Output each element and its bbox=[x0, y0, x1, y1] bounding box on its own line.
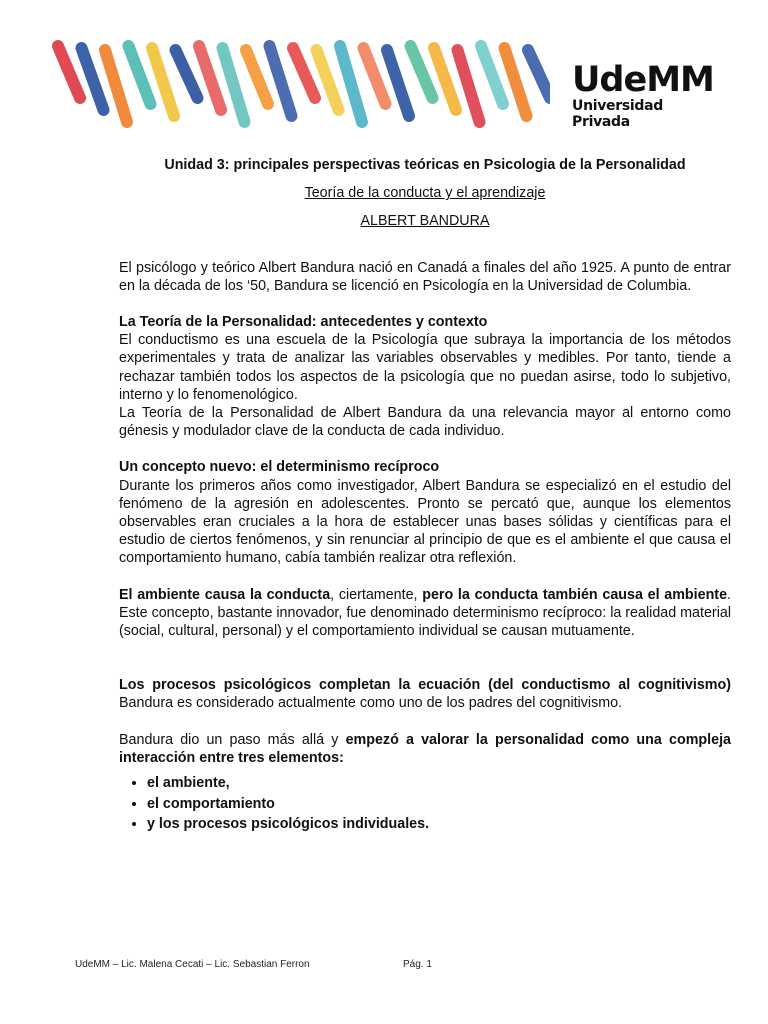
bold-text: pero la conducta también causa el ambiente bbox=[422, 586, 728, 603]
paragraph bbox=[119, 676, 731, 712]
logo-main-text: UdeMM bbox=[572, 60, 714, 100]
paragraph: Durante los primeros años como investigador, Albert Bandura se especializó en el estudio del fenómeno de la agresión en adolescentes. Pronto se percató que, aunque los elementos observables eran cruciales a la hora de establecer unas bases sólidas y científicas para el estudio de ciertos fenómenos, y sin renunciar al principio de que es el ambiente el que causa el comportamiento humano, cabía también realizar otra reflexión. bbox=[119, 477, 731, 567]
elements-list bbox=[119, 773, 731, 835]
stripe bbox=[293, 48, 315, 98]
text: . Este concepto, bastante innovador, fue denominado determinismo recíproco: la realidad material (social, cultural, personal) y el comportamiento individual se causan mutuamente. bbox=[119, 586, 732, 640]
section-heading: Un concepto nuevo: el determinismo recíproco bbox=[119, 459, 440, 476]
intro-paragraph: El psicólogo y teórico Albert Bandura nació en Canadá a finales del año 1925. A punto de entrar en la década de los ‘50, Bandura se licenció en Psicología en la Universidad de Columbia. bbox=[119, 259, 731, 294]
stripe bbox=[129, 46, 151, 104]
stripe bbox=[411, 46, 433, 98]
stripe bbox=[481, 46, 503, 104]
paragraph bbox=[119, 731, 731, 767]
logo-sub-text: Universidad Privada bbox=[572, 98, 663, 130]
document-title: Unidad 3: principales perspectivas teóricas en Psicologia de la Personalidad bbox=[164, 157, 686, 173]
paragraph: El conductismo es una escuela de la Psicología que subraya la importancia de los métodos experimentales y trata de analizar las variables observables y medibles. Por tanto, tiende a rechazar también todos los aspectos de la psicología que no puedan asirse, todo lo subjetivo, interno y lo fenomenológico. bbox=[119, 332, 731, 403]
author-name: ALBERT BANDURA bbox=[360, 213, 490, 230]
bold-text: El ambiente causa la conducta bbox=[119, 586, 331, 603]
footer-authors: UdeMM – Lic. Malena Cecati – Lic. Sebastian Ferron bbox=[75, 959, 310, 970]
paragraph bbox=[119, 586, 731, 641]
list-item: • el comportamiento bbox=[147, 794, 731, 815]
footer-page-number: Pág. 1 bbox=[403, 959, 432, 970]
paragraph: La Teoría de la Personalidad de Albert Bandura da una relevancia mayor al entorno como génesis y modulador clave de la conducta de cada individuo. bbox=[119, 405, 731, 440]
section-heading: La Teoría de la Personalidad: antecedentes y contexto bbox=[119, 314, 488, 331]
document-subtitle: Teoría de la conducta y el aprendizaje bbox=[304, 185, 546, 202]
stripe bbox=[246, 50, 268, 104]
udemm-logo bbox=[572, 62, 722, 130]
text: Bandura dio un paso más allá y bbox=[119, 731, 346, 748]
bold-text: Los procesos psicológicos completan la ecuación (del conductismo al cognitivismo) bbox=[119, 677, 731, 694]
decorative-stripes bbox=[50, 40, 550, 130]
stripe bbox=[364, 48, 386, 104]
text: , ciertamente, bbox=[330, 586, 423, 603]
list-item: • el ambiente, bbox=[147, 773, 731, 794]
page-header bbox=[0, 40, 768, 130]
stripe bbox=[58, 46, 80, 98]
list-item: • y los procesos psicológicos individuales. bbox=[147, 814, 731, 835]
stripe bbox=[176, 50, 198, 98]
stripe bbox=[528, 50, 550, 98]
bold-text: empezó a valorar la personalidad como una compleja interacción entre tres elementos: bbox=[119, 731, 731, 766]
document-body bbox=[119, 156, 731, 835]
text: Bandura es considerado actualmente como uno de los padres del cognitivismo. bbox=[119, 695, 623, 712]
